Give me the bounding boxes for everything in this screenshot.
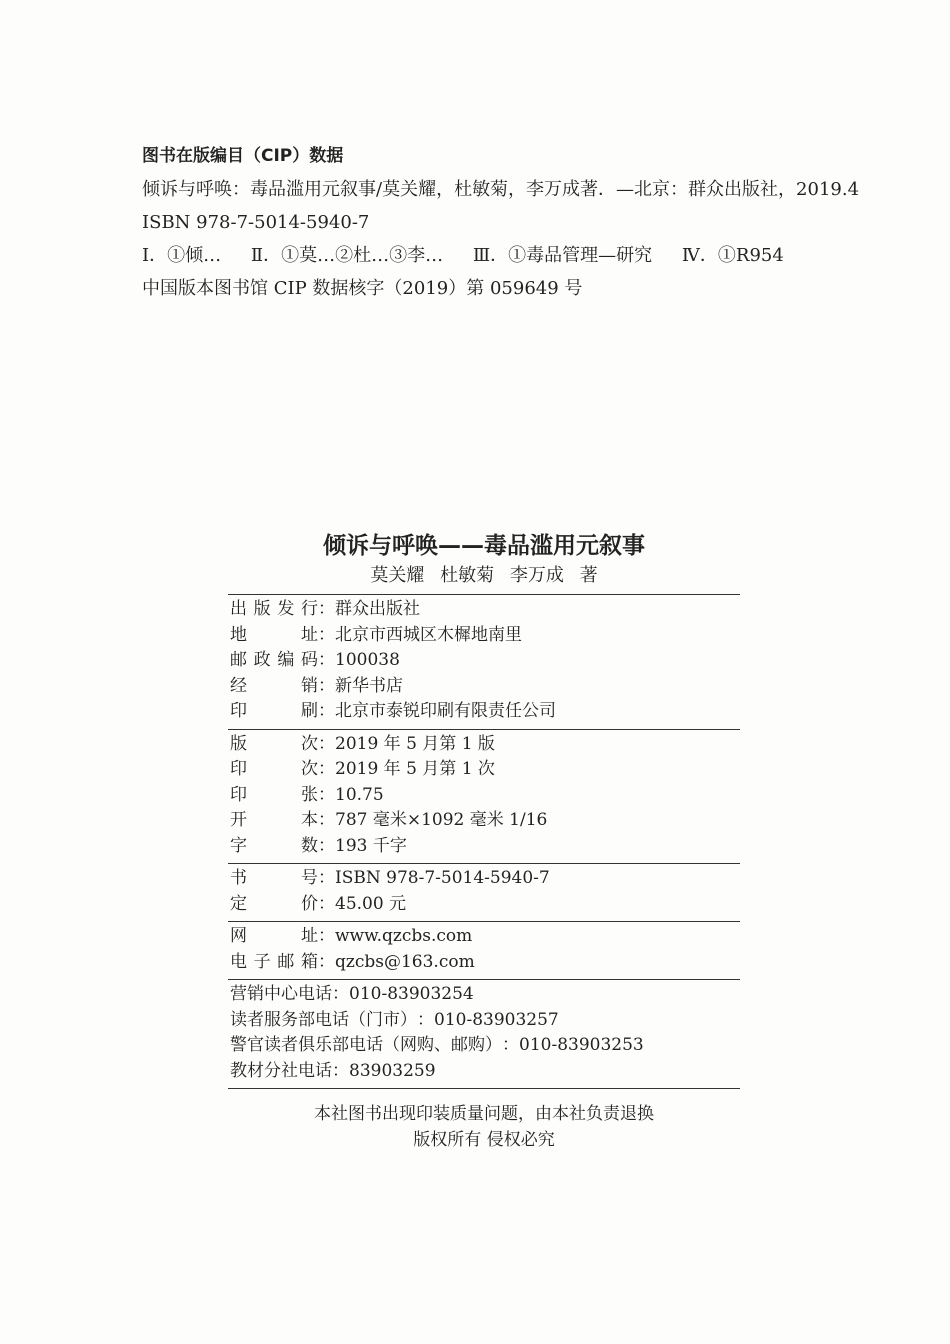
info-value: qzcbs@163.com: [335, 951, 475, 972]
info-row: 定 价 ： 45.00 元: [230, 892, 740, 918]
phone-section: [228, 979, 740, 1088]
info-label: 字 数: [230, 835, 318, 856]
info-row: 警官读者俱乐部电话（网购、邮购） ： 010-83903253: [230, 1033, 740, 1059]
info-label: 印 刷: [230, 701, 318, 721]
info-value: 100038: [335, 650, 400, 670]
info-label: 警官读者俱乐部电话（网购、邮购）: [230, 1035, 502, 1055]
info-row: 版 次 ： 2019 年 5 月第 1 版: [230, 732, 740, 758]
info-value: 010-83903254: [349, 984, 474, 1004]
info-value: 2019 年 5 月第 1 版: [335, 733, 495, 754]
info-row: 字 数 ： 193 千字: [230, 834, 740, 860]
info-row: 印 张 ： 10.75: [230, 783, 740, 809]
info-value: 群众出版社: [335, 599, 420, 619]
info-label: 书 号: [230, 868, 318, 888]
cip-classification: [120, 239, 860, 272]
info-label: 印 次: [230, 759, 318, 779]
cip-class-2: Ⅱ．①莫…②杜…③李…: [250, 245, 444, 266]
info-value: 新华书店: [335, 675, 403, 696]
cip-heading: 图书在版编目（CIP）数据: [142, 146, 344, 166]
cip-class-4: Ⅳ．①R954: [681, 245, 784, 266]
info-label: 印 张: [230, 784, 318, 805]
publisher-section: [228, 594, 740, 729]
info-value: 10.75: [335, 784, 384, 805]
cip-class-1: Ⅰ．①倾…: [142, 245, 222, 266]
web-section: [228, 921, 740, 979]
info-value: www.qzcbs.com: [335, 926, 473, 946]
info-value: 83903259: [349, 1060, 436, 1081]
info-label: 开 本: [230, 810, 318, 830]
quality-notice: 本社图书出现印装质量问题，由本社负责退换: [314, 1104, 654, 1124]
imprint-block: [228, 530, 740, 1153]
info-row: 地 址 ： 北京市西城区木樨地南里: [230, 623, 740, 649]
info-label: 网 址: [230, 926, 318, 946]
footer-notice: [228, 1088, 740, 1153]
info-label: 电子邮箱: [230, 951, 318, 972]
cip-description: 倾诉与呼唤：毒品滥用元叙事/莫关耀，杜敏菊，李万成著．—北京：群众出版社，2019.4: [142, 179, 860, 200]
cip-record: 中国版本图书馆 CIP 数据核字（2019）第 059649 号: [142, 278, 583, 299]
info-row: 邮政编码 ： 100038: [230, 648, 740, 674]
info-row: 读者服务部电话（门市） ： 010-83903257: [230, 1008, 740, 1034]
info-label: 经 销: [230, 675, 318, 696]
isbn-price-section: [228, 863, 740, 921]
info-value: 010-83903253: [519, 1035, 644, 1055]
info-label: 版 次: [230, 733, 318, 754]
info-value: 787 毫米×1092 毫米 1/16: [335, 810, 548, 830]
info-row: 网 址 ： www.qzcbs.com: [230, 924, 740, 950]
info-row: 营销中心电话 ： 010-83903254: [230, 982, 740, 1008]
info-row: 电子邮箱 ： qzcbs@163.com: [230, 950, 740, 976]
info-value: 北京市西城区木樨地南里: [335, 624, 522, 645]
book-authors: 莫关耀 杜敏菊 李万成 著: [370, 565, 598, 586]
info-value: 45.00 元: [335, 893, 407, 914]
info-row: 经 销 ： 新华书店: [230, 674, 740, 700]
info-label: 读者服务部电话（门市）: [230, 1009, 417, 1030]
info-value: ISBN 978-7-5014-5940-7: [335, 868, 550, 888]
cip-class-3: Ⅲ．①毒品管理—研究: [472, 245, 653, 266]
cip-data-block: [120, 140, 860, 305]
info-value: 2019 年 5 月第 1 次: [335, 759, 495, 779]
cip-isbn: ISBN 978-7-5014-5940-7: [142, 212, 370, 233]
info-row: 开 本 ： 787 毫米×1092 毫米 1/16: [230, 808, 740, 834]
info-value: 北京市泰锐印刷有限责任公司: [335, 701, 556, 721]
info-row: 教材分社电话 ： 83903259: [230, 1059, 740, 1085]
info-label: 地 址: [230, 624, 318, 645]
edition-section: [228, 729, 740, 864]
info-row: 印 次 ： 2019 年 5 月第 1 次: [230, 757, 740, 783]
info-value: 193 千字: [335, 835, 407, 856]
info-label: 营销中心电话: [230, 984, 332, 1004]
copyright-notice: 版权所有 侵权必究: [413, 1130, 555, 1150]
book-title: 倾诉与呼唤——毒品滥用元叙事: [323, 533, 645, 559]
info-label: 邮政编码: [230, 650, 318, 670]
info-value: 010-83903257: [434, 1009, 559, 1030]
info-row: 出版发行 ： 群众出版社: [230, 597, 740, 623]
info-label: 定 价: [230, 893, 318, 914]
info-row: 印 刷 ： 北京市泰锐印刷有限责任公司: [230, 699, 740, 725]
info-label: 教材分社电话: [230, 1060, 332, 1081]
info-row: 书 号 ： ISBN 978-7-5014-5940-7: [230, 866, 740, 892]
info-label: 出版发行: [230, 599, 318, 619]
